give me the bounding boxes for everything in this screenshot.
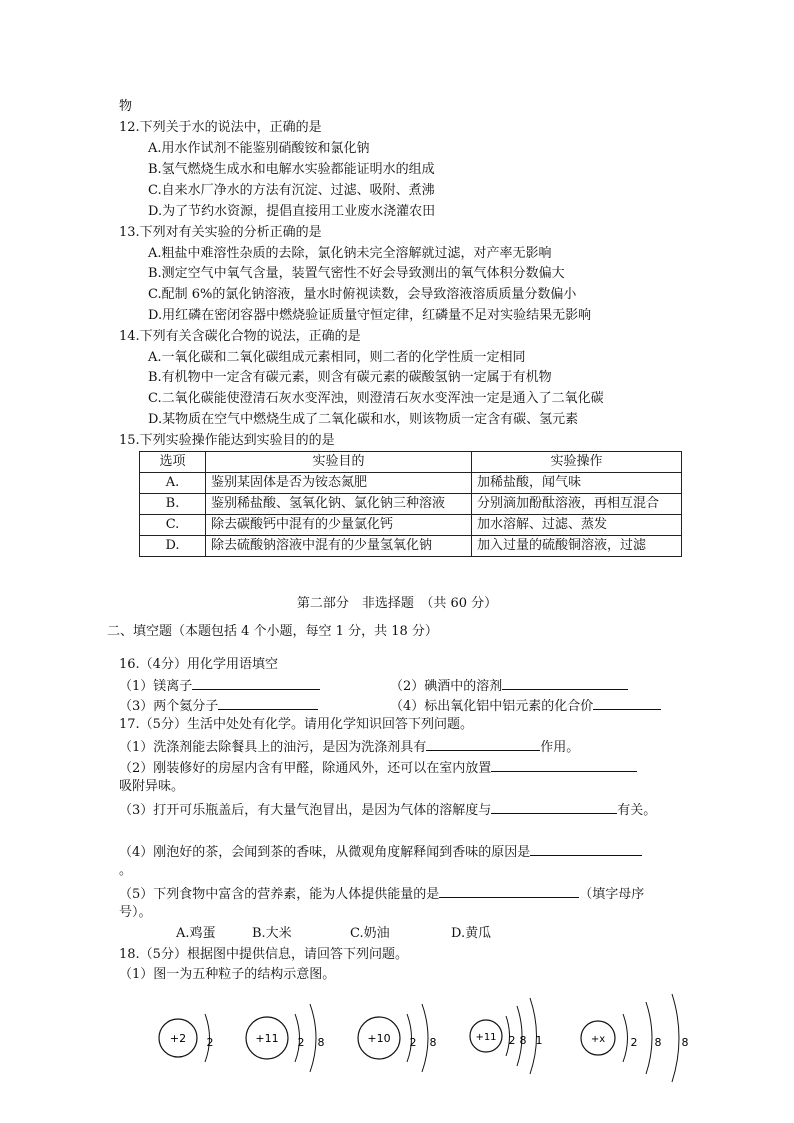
q16-item-3-text: （3）两个氦分子	[119, 699, 219, 714]
q15-stem: 15.下列实验操作能达到实验目的的是	[119, 433, 335, 448]
q14-option-d: D.某物质在空气中燃烧生成了二氧化碳和水，则该物质一定含有碳、氢元素	[148, 412, 579, 427]
answer-blank[interactable]	[502, 676, 628, 690]
table-cell-operation: 分别滴加酚酞溶液，再相互混合	[472, 494, 682, 515]
table-cell-operation: 加稀盐酸，闻气味	[472, 473, 682, 494]
q17-item-2-text: （2）刚装修好的房屋内含有甲醛，除通风外，还可以在室内放置	[119, 761, 492, 776]
electron-shell-arc	[646, 1002, 652, 1074]
table-cell-option: C.	[140, 515, 206, 536]
atom-structure-5	[581, 994, 689, 1082]
part2-title: 第二部分 非选择题 （共 60 分）	[296, 596, 498, 611]
q12-option-d: D.为了节约水资源，提倡直接用工业废水浇灌农田	[148, 204, 436, 219]
atom-structure-3	[358, 1004, 437, 1072]
q18-stem: 18.（5分）根据图中提供信息，请回答下列问题。	[119, 947, 408, 962]
q17-item-5-tail: （填字母序	[579, 887, 645, 902]
shell-electron-count: 1	[535, 1034, 543, 1047]
atom-structure-diagrams	[150, 990, 710, 1090]
q14-option-b: B.有机物中一定含有碳元素，则含有碳元素的碳酸氢钠一定属于有机物	[148, 370, 552, 385]
shell-electron-count: 8	[519, 1034, 527, 1047]
electron-shell-arc	[310, 1004, 316, 1072]
q13-stem: 13.下列对有关实验的分析正确的是	[119, 225, 322, 240]
q12-option-a: A.用水作试剂不能鉴别硝酸铵和氯化钠	[148, 141, 370, 156]
q17-item-4-tail: 。	[119, 863, 133, 878]
table-cell-purpose: 鉴别某固体是否为铵态氮肥	[206, 473, 472, 494]
shell-electron-count: 8	[681, 1036, 689, 1049]
table-row	[140, 494, 682, 515]
q16-item-4-text: （4）标出氧化铝中铝元素的化合价	[390, 699, 594, 714]
q18-item-1: （1）图一为五种粒子的结构示意图。	[119, 967, 336, 982]
electron-shell-arc	[623, 1014, 628, 1062]
table-cell-operation: 加入过量的硫酸铜溶液，过滤	[472, 536, 682, 557]
q14-option-c: C.二氧化碳能使澄清石灰水变浑浊，则澄清石灰水变浑浊一定是通入了二氧化碳	[148, 391, 604, 406]
table-cell-purpose: 除去碳酸钙中混有的少量氯化钙	[206, 515, 472, 536]
q17-item-3-tail: 有关。	[617, 803, 657, 818]
q17-item-2-tail: 吸附异味。	[119, 779, 185, 794]
table-row	[140, 536, 682, 557]
q17-option-c: C.奶油	[350, 926, 390, 941]
table-row	[140, 473, 682, 494]
top-fragment: 物	[119, 99, 133, 114]
q17-item-1	[119, 737, 579, 757]
q17-item-4-text: （4）刚泡好的茶，会闻到茶的香味，从微观角度解释闻到香味的原因是	[119, 845, 531, 860]
table-header-purpose: 实验目的	[206, 452, 472, 473]
shell-electron-count: 2	[297, 1036, 305, 1049]
q17-item-5-text: （5）下列食物中富含的营养素，能为人体提供能量的是	[119, 887, 440, 902]
nucleus-charge: +2	[169, 1032, 187, 1045]
q17-option-d: D.黄瓜	[451, 926, 492, 941]
atom-structure-2	[246, 1004, 325, 1072]
q14-stem: 14.下列有关含碳化合物的说法，正确的是	[119, 329, 361, 344]
nucleus-charge: +11	[255, 1032, 279, 1045]
table-cell-option: B.	[140, 494, 206, 515]
answer-blank[interactable]	[491, 758, 637, 772]
q14-option-a: A.一氧化碳和二氧化碳组成元素相同，则二者的化学性质一定相同	[148, 350, 526, 365]
q16-item-2-text: （2）碘酒中的溶剂	[390, 679, 503, 694]
q12-stem: 12.下列关于水的说法中，正确的是	[119, 120, 322, 135]
answer-blank[interactable]	[426, 737, 540, 751]
shell-electron-count: 8	[317, 1036, 325, 1049]
table-cell-purpose: 除去硫酸钠溶液中混有的少量氢氧化钠	[206, 536, 472, 557]
answer-blank[interactable]	[593, 696, 661, 710]
answer-blank[interactable]	[439, 884, 579, 898]
section2-heading: 二、填空题（本题包括 4 个小题，每空 1 分，共 18 分）	[107, 624, 438, 639]
shell-electron-count: 8	[429, 1036, 437, 1049]
answer-blank[interactable]	[530, 842, 642, 856]
q17-option-a: A.鸡蛋	[176, 926, 216, 941]
table-cell-option: A.	[140, 473, 206, 494]
shell-electron-count: 2	[206, 1036, 214, 1049]
q16-item-1	[119, 676, 320, 696]
q16-stem: 16.（4分）用化学用语填空	[119, 657, 278, 672]
q17-item-3	[119, 800, 656, 820]
electron-shell-arc	[672, 994, 679, 1082]
q12-option-c: C.自来水厂净水的方法有沉淀、过滤、吸附、煮沸	[148, 183, 435, 198]
q17-option-b: B.大米	[252, 926, 292, 941]
q13-option-b: B.测定空气中氧气含量，装置气密性不好会导致测出的氧气体积分数偏大	[148, 266, 565, 281]
q13-option-d: D.用红磷在密闭容器中燃烧验证质量守恒定律，红磷量不足对实验结果无影响	[148, 308, 592, 323]
q16-item-4	[390, 696, 661, 716]
q16-item-3	[119, 696, 318, 716]
shell-electron-count: 2	[508, 1034, 516, 1047]
answer-blank[interactable]	[491, 800, 617, 814]
q17-item-2	[119, 758, 637, 778]
table-cell-option: D.	[140, 536, 206, 557]
atom-structure-4	[470, 998, 543, 1074]
table-header-option: 选项	[140, 452, 206, 473]
table-cell-operation: 加水溶解、过滤、蒸发	[472, 515, 682, 536]
q12-option-b: B.氢气燃烧生成水和电解水实验都能证明水的组成	[148, 162, 435, 177]
shell-electron-count: 2	[630, 1036, 638, 1049]
table-cell-purpose: 鉴别稀盐酸、氢氧化钠、氯化钠三种溶液	[206, 494, 472, 515]
q17-item-5-tail2: 号）。	[119, 905, 152, 920]
q17-item-3-text: （3）打开可乐瓶盖后，有大量气泡冒出，是因为气体的溶解度与	[119, 803, 492, 818]
table-header-row	[140, 452, 682, 473]
q17-item-1-tail: 作用。	[540, 740, 580, 755]
nucleus-charge: +11	[475, 1032, 497, 1043]
atom-structure-1	[159, 1014, 214, 1062]
nucleus-charge: +x	[590, 1034, 606, 1045]
q16-item-1-text: （1）镁离子	[119, 679, 193, 694]
table-row	[140, 515, 682, 536]
q13-option-c: C.配制 6%的氯化钠溶液，量水时俯视读数，会导致溶液溶质质量分数偏小	[148, 287, 577, 302]
shell-electron-count: 2	[409, 1036, 417, 1049]
answer-blank[interactable]	[218, 696, 318, 710]
answer-blank[interactable]	[192, 676, 320, 690]
nucleus-charge: +10	[367, 1032, 391, 1045]
q13-option-a: A.粗盐中难溶性杂质的去除，氯化钠未完全溶解就过滤，对产率无影响	[148, 246, 552, 261]
shell-electron-count: 8	[654, 1036, 662, 1049]
q17-stem: 17.（5分）生活中处处有化学。请用化学知识回答下列问题。	[119, 717, 473, 732]
q17-item-1-text: （1）洗涤剂能去除餐具上的油污，是因为洗涤剂具有	[119, 740, 427, 755]
electron-shell-arc	[422, 1004, 428, 1072]
table-header-operation: 实验操作	[472, 452, 682, 473]
q17-item-5	[119, 884, 644, 904]
q15-table	[139, 451, 682, 557]
q17-item-4	[119, 842, 642, 862]
q16-item-2	[390, 676, 628, 696]
